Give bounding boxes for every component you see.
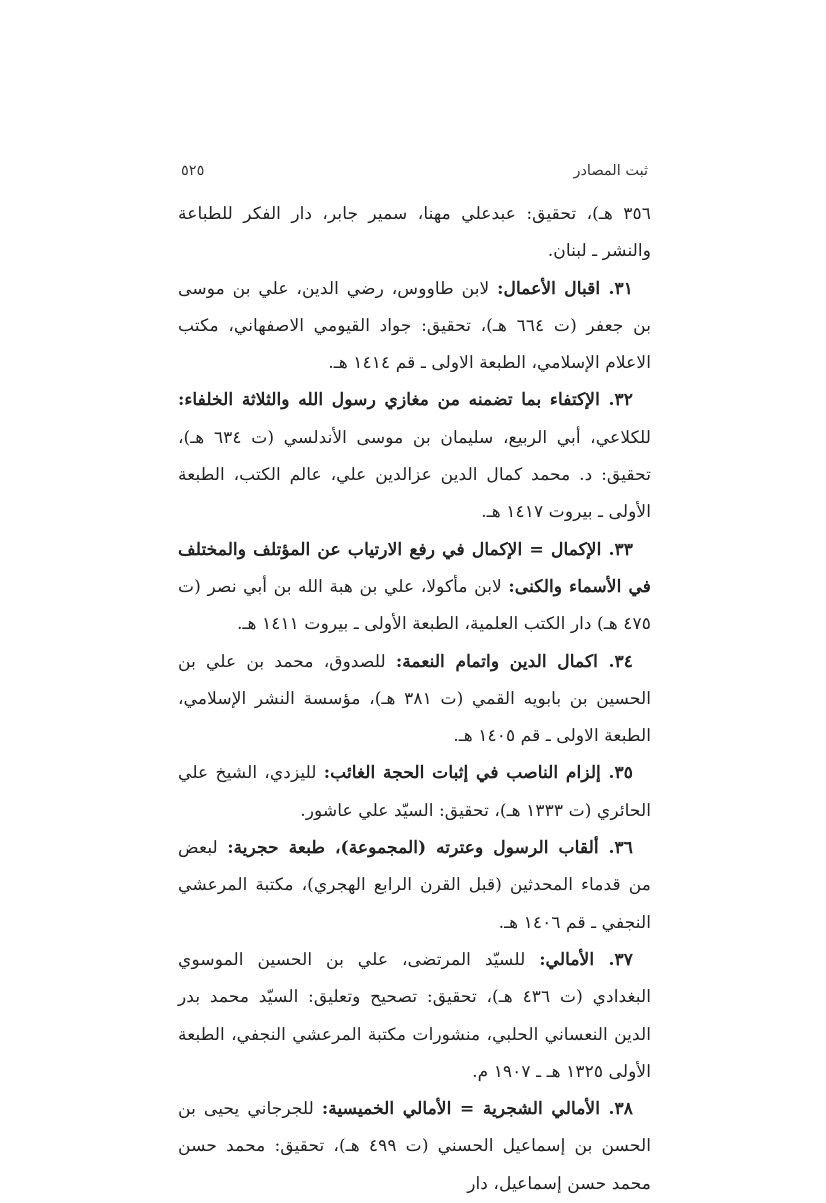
page-number: ٥٢٥ [181,163,205,179]
running-title: ثبت المصادر [573,163,648,179]
entry-title: ٣٥. إلزام الناصب في إثبات الحجة الغائب: [323,763,633,784]
bibliography-entry [178,271,651,383]
entry-body: لابن طاووس، رضي الدين، علي بن موسى بن جعفر (ت ٦٦٤ هـ)، تحقيق: جواد القيومي الاصفهاني، مكتب الاعلام الإسلامي، الطبعة الاولى ـ قم ١٤١٤ هـ. [178,278,651,374]
entry-title: ٣٤. اكمال الدين واتمام النعمة: [395,651,633,672]
entry-body: للصدوق، محمد بن علي بن الحسين بن بابويه القمي (ت ٣٨١ هـ)، مؤسسة النشر الإسلامي، الطبعة الاولى ـ قم ١٤٠٥ هـ. [178,651,651,747]
entry-body: لابن مأكولا، علي بن هبة الله بن أبي نصر (ت ٤٧٥ هـ) دار الكتب العلمية، الطبعة الأولى ـ بيروت ١٤١١ هـ. [178,576,651,635]
entry-title: ٣٦. ألقاب الرسول وعترته (المجموعة)، طبعة حجرية: [227,838,633,859]
bibliography-entry [178,942,651,1091]
entry-body: لليزدي، الشيخ علي الحائري (ت ١٣٣٣ هـ)، تحقيق: السيّد علي عاشور. [178,763,651,821]
entry-body: لبعض من قدماء المحدثين (قبل القرن الرابع الهجري)، مكتبة المرعشي النجفي ـ قم ١٤٠٦ هـ. [178,838,651,933]
page-header [181,163,648,179]
entry-title: ٣٧. الأمالي: [539,949,633,970]
entry-body: للكلاعي، أبي الربيع، سليمان بن موسى الأندلسي (ت ٦٣٤ هـ)، تحقيق: د. محمد كمال الدين عزالدين علي، عالم الكتب، الطبعة الأولى ـ بيروت ١٤١٧ هـ. [178,427,651,523]
continuation-text: ٣٥٦ هـ)، تحقيق: عبدعلي مهنا، سمير جابر، دار الفكر للطباعة والنشر ـ لبنان. [178,204,651,262]
bibliography-entry [178,644,651,756]
bibliography-entry [178,755,651,830]
entry-title: ٣١. اقبال الأعمال: [497,278,633,299]
entry-title: ٣٢. الإكتفاء بما تضمنه من مغازي رسول الله والثلاثة الخلفاء: [178,390,633,411]
entry-body: للسيّد المرتضى، علي بن الحسين الموسوي البغدادي (ت ٤٣٦ هـ)، تحقيق: تصحيح وتعليق: السيّد محمد بدر الدين النعساني الحلبي، منشورات مكتبة المرعشي النجفي، الطبعة الأولى ١٣٢٥ هـ ـ ١٩٠٧ م. [178,949,651,1082]
bibliography-entry [178,1091,651,1203]
bibliography-entry [178,532,651,644]
bibliography-body [178,196,651,1203]
bibliography-entry [178,382,651,531]
bibliography-entry [178,830,651,942]
entry-title: ٣٨. الأمالي الشجرية = الأمالي الخميسية: [321,1099,633,1120]
entry-body: للجرجاني يحيى بن الحسن بن إسماعيل الحسني (ت ٤٩٩ هـ)، تحقيق: محمد حسن محمد حسن إسماعيل، دار [178,1099,651,1194]
entry-title: ٣٣. الإكمال = الإكمال في رفع الارتياب عن المؤتلف والمختلف في الأسماء والكنى: [178,539,651,597]
